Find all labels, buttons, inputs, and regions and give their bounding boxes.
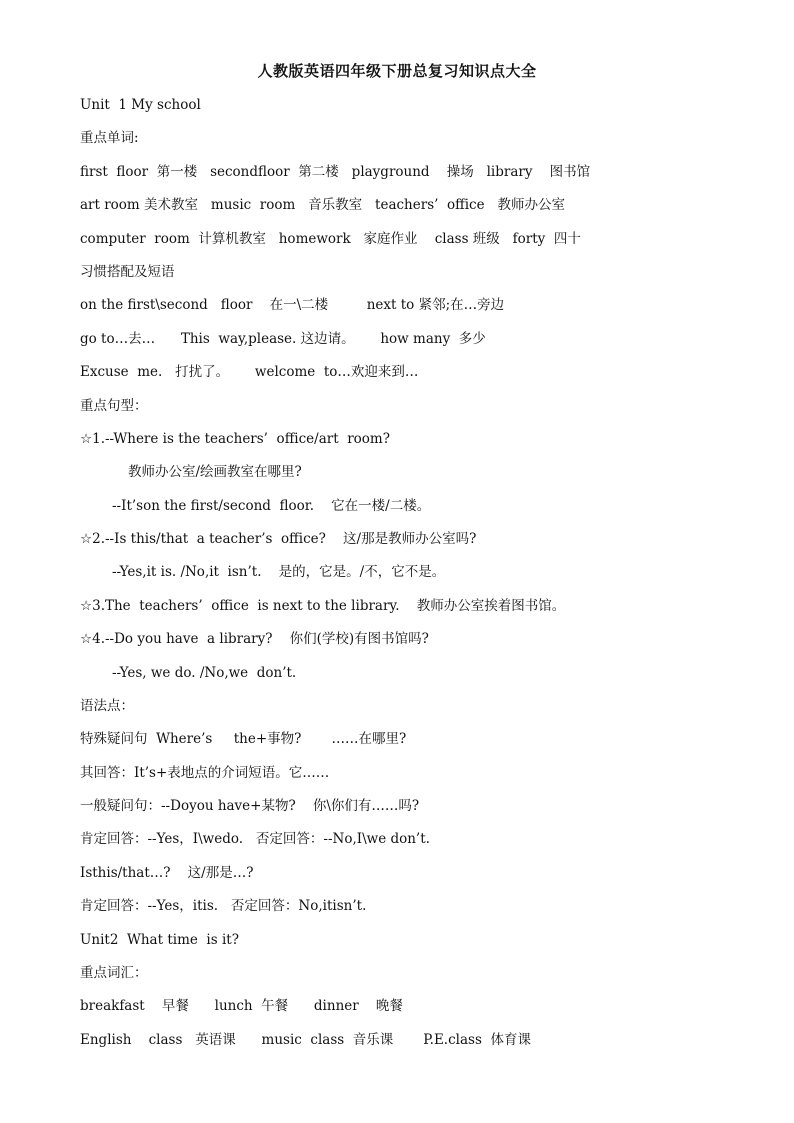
sentence-item: ☆4.--Do you have a library? 你们(学校)有图书馆吗? <box>80 631 429 647</box>
sentence-answer: --It’son the first/second floor. 它在一楼/二楼。 <box>112 498 431 514</box>
unit-heading: Unit2 What time is it? <box>80 932 239 948</box>
text-line: computer room 计算机教室 homework 家庭作业 class 班级 forty 四十 <box>80 231 581 247</box>
text-line: go to…去… This way,please. 这边请。 how many 多少 <box>80 331 486 347</box>
text-line: 一般疑问句：--Doyou have+某物? 你\你们有……吗? <box>80 798 420 814</box>
section-heading: 重点单词: <box>80 130 139 146</box>
text-line: Excuse me. 打扰了。 welcome to…欢迎来到… <box>80 364 419 380</box>
sentence-item: ☆3.The teachers’ office is next to the library. 教师办公室挨着图书馆。 <box>80 598 566 614</box>
section-heading: 习惯搭配及短语 <box>80 264 175 280</box>
sentence-answer: --Yes, we do. /No,we don’t. <box>112 665 297 681</box>
text-line: first floor 第一楼 secondfloor 第二楼 playground 操场 library 图书馆 <box>80 164 591 180</box>
unit-heading: Unit 1 My school <box>80 97 201 113</box>
sentence-answer: --Yes,it is. /No,it isn’t. 是的，它是。/不，它不是。 <box>112 564 446 580</box>
text-line: 肯定回答：--Yes，itis. 否定回答：No,itisn’t. <box>80 898 367 914</box>
text-line: art room 美术教室 music room 音乐教室 teachers’ office 教师办公室 <box>80 197 565 213</box>
sentence-translation: 教师办公室/绘画教室在哪里? <box>128 464 302 480</box>
text-line: on the first\second floor 在一\二楼 next to 紧邻;在…旁边 <box>80 297 505 313</box>
section-heading: 重点词汇： <box>80 965 148 981</box>
section-heading: 语法点： <box>80 698 134 714</box>
sentence-item: ☆2.--Is this/that a teacher’s office? 这/那是教师办公室吗? <box>80 531 477 547</box>
text-line: 特殊疑问句 Where’s the+事物? ……在哪里? <box>80 731 407 747</box>
section-heading: 重点句型： <box>80 398 148 414</box>
text-line: 肯定回答：--Yes，I\wedo. 否定回答：--No,I\we don’t. <box>80 831 430 847</box>
sentence-item: ☆1.--Where is the teachers’ office/art room? <box>80 431 390 447</box>
text-line: breakfast 早餐 lunch 午餐 dinner 晚餐 <box>80 998 403 1014</box>
text-line: 其回答：It’s+表地点的介词短语。它…… <box>80 765 330 781</box>
text-line: English class 英语课 music class 音乐课 P.E.class 体育课 <box>80 1032 531 1048</box>
document-title: 人教版英语四年级下册总复习知识点大全 <box>257 62 537 80</box>
text-line: Isthis/that…? 这/那是…? <box>80 865 254 881</box>
